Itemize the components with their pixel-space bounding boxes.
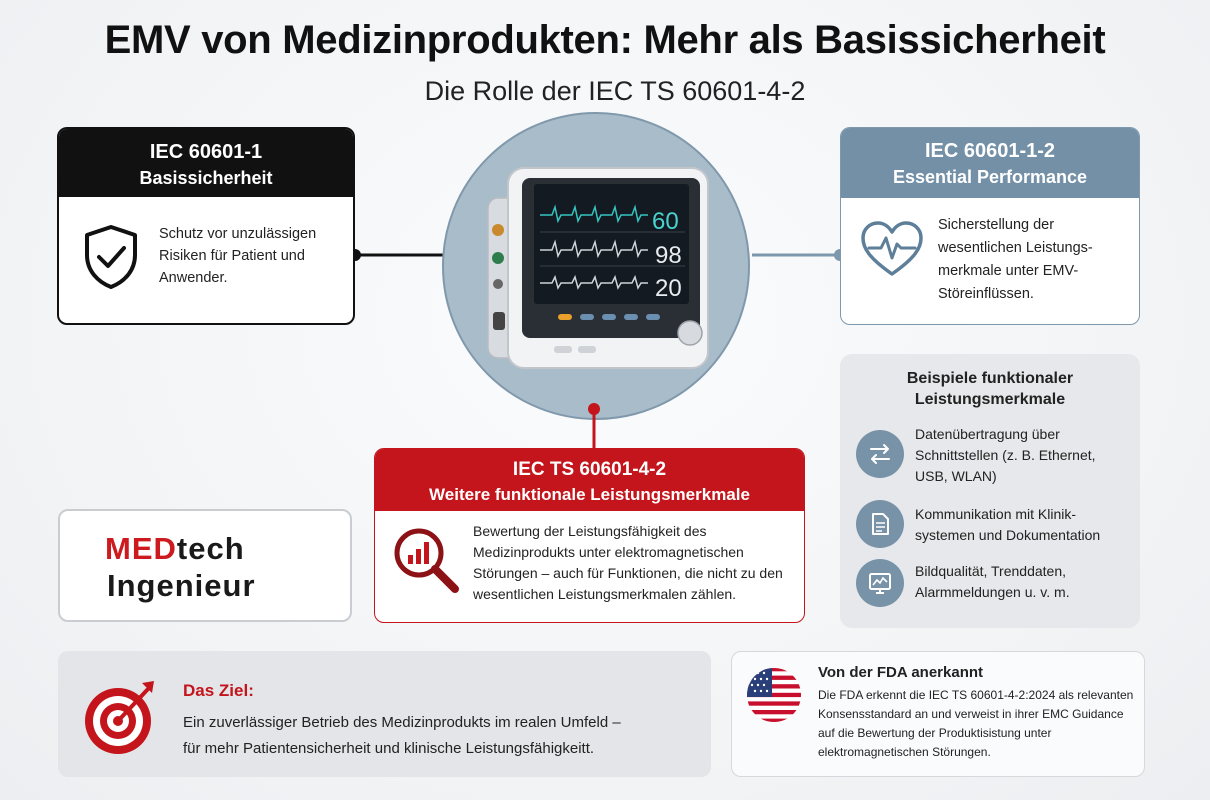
- fda-text: Die FDA erkennt die IEC TS 60601-4-2:2024 als relevanten Konsensstandard an und verweist in ihrer EMC Guidance auf die Bewertung der Produktisistung unter elektromagnetischen Störungen.: [818, 688, 1134, 759]
- us-flag-icon: [746, 667, 802, 723]
- card-essential-name: Essential Performance: [892, 167, 1088, 187]
- monitor-reading-resp: 20: [655, 275, 682, 302]
- shield-check-icon: [81, 223, 141, 291]
- card-basic-standard: IEC 60601-1: [149, 141, 263, 163]
- card-basic-header: [59, 129, 353, 197]
- page-title: EMV von Medizinprodukten: Mehr als Basissicherheit: [104, 18, 1106, 62]
- logo-med: MED: [105, 531, 177, 566]
- card-essential-performance: [840, 127, 1140, 325]
- goal-line-1: Ein zuverlässiger Betrieb des Medizinprodukts im realen Umfeld –: [183, 714, 621, 731]
- goal-line-2: für mehr Patientensicherheit und klinische Leistungsfähigkeitt.: [183, 740, 595, 757]
- page-subtitle: Die Rolle der IEC TS 60601-4-2: [424, 76, 806, 106]
- goal-panel: [58, 651, 711, 777]
- display-chart-icon: [856, 559, 904, 607]
- goal-title: Das Ziel:: [183, 681, 254, 700]
- card-functional-performance: [374, 448, 805, 623]
- card-functional-header: [375, 449, 804, 511]
- logo-line-1: [105, 531, 245, 567]
- connector-bottom-dot: [588, 403, 600, 415]
- fda-panel: [731, 651, 1145, 777]
- magnifier-chart-icon: [391, 525, 461, 595]
- monitor-reading-hr: 60: [652, 208, 679, 235]
- card-functional-text: Bewertung der Leistungsfähigkeit des Medizinprodukts unter elektromagnetischen Störungen – auch für Funktionen, die nicht zu den wesentlichen Leistungsmerkmalen zählen.: [473, 523, 783, 602]
- monitor-reading-spo2: 98: [655, 242, 682, 269]
- card-basic-safety: [57, 127, 355, 325]
- card-essential-standard: IEC 60601-1-2: [924, 140, 1056, 162]
- logo-line-2: Ingenieur: [107, 568, 256, 603]
- transfer-arrows-icon: [856, 430, 904, 478]
- card-basic-name: Basissicherheit: [139, 168, 273, 188]
- card-functional-name: Weitere funktionale Leistungsmerkmale: [429, 485, 750, 504]
- medtech-logo: [58, 509, 352, 622]
- goal-text: [183, 710, 621, 762]
- card-essential-text: Sicherstellung der wesentlichen Leistungs-merkmale unter EMV-Störeinflüssen.: [938, 217, 1093, 302]
- example-text: Bildqualität, Trenddaten, Alarmmeldungen u. v. m.: [915, 563, 1070, 600]
- card-essential-header: [841, 128, 1139, 198]
- heart-pulse-icon: [859, 220, 925, 280]
- example-text: Datenübertragung über Schnittstellen (z. B. Ethernet, USB, WLAN): [915, 426, 1096, 484]
- fda-title: Von der FDA anerkannt: [818, 664, 984, 681]
- example-text: Kommunikation mit Klinik-systemen und Dokumentation: [915, 506, 1101, 543]
- card-functional-standard: IEC TS 60601-4-2: [512, 459, 667, 480]
- target-icon: [80, 677, 162, 757]
- logo-tech: tech: [176, 531, 245, 566]
- examples-title: Beispiele funktionaler Leistungsmerkmale: [906, 370, 1074, 408]
- document-icon: [856, 500, 904, 548]
- examples-panel: [840, 354, 1140, 628]
- card-basic-text: Schutz vor unzulässigen Risiken für Patient und Anwender.: [159, 226, 317, 286]
